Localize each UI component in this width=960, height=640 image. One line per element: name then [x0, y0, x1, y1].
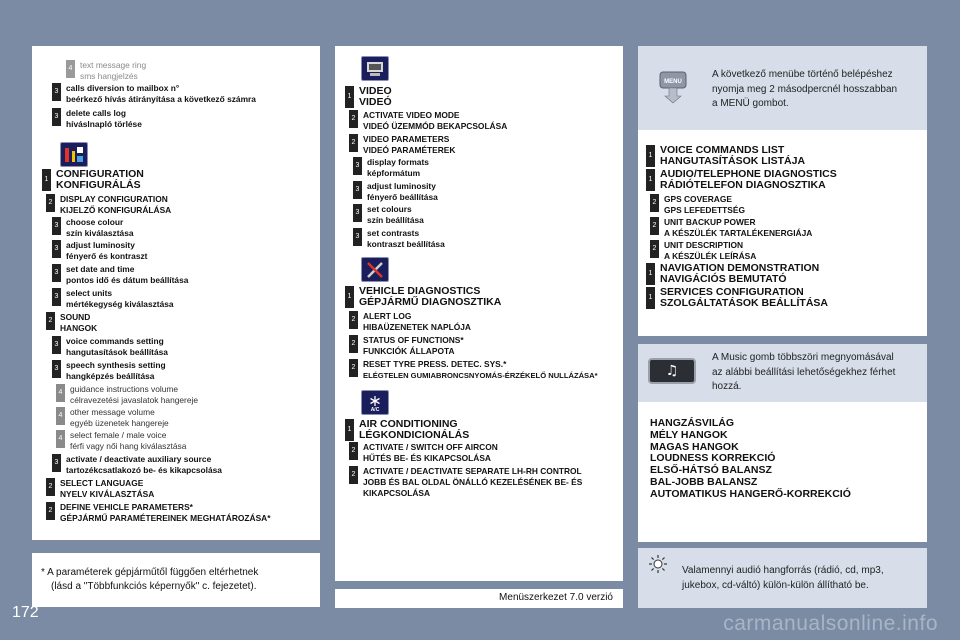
version-label: Menüszerkezet 7.0 verzió	[499, 592, 613, 603]
left-menu-panel	[32, 46, 320, 540]
heading-label-hu: KONFIGURÁLÁS	[56, 179, 141, 191]
menu-button-label: MENU	[664, 79, 682, 85]
aircon-heading: 1 AIR CONDITIONING LÉGKONDICIONÁLÁS	[345, 419, 469, 441]
list-item: MÉLY HANGOK	[650, 428, 728, 441]
item-label-hu: híváslnapló törlése	[66, 119, 142, 129]
list-item: 1 NAVIGATION DEMONSTRATION NAVIGÁCIÓS BEMUTATÓ	[646, 263, 819, 285]
list-item: 2 UNIT DESCRIPTION A KÉSZÜLÉK LEÍRÁSA	[650, 240, 756, 262]
list-item: 2 ALERT LOG HIBAÜZENETEK NAPLÓJA	[349, 311, 471, 333]
item-label-hu: sms hangjelzés	[80, 71, 138, 81]
footnote: * A paraméterek gépjárműtől függően eltérhetnek (lásd a "Többfunkciós képernyők" c. fejezetet).	[41, 567, 259, 592]
item-label: calls diversion to mailbox n°	[66, 83, 180, 93]
list-item: 2 GPS COVERAGE GPS LEFEDETTSÉG	[650, 194, 745, 216]
level-badge: 2	[46, 478, 55, 496]
note-panel	[638, 548, 927, 608]
list-item: 4 other message volume egyéb üzenetek hangereje	[56, 407, 169, 429]
level-badge: 3	[52, 240, 61, 258]
level-badge: 3	[52, 108, 61, 126]
video-heading: 1 VIDEO VIDEÓ	[345, 86, 392, 108]
menu-button-icon	[658, 68, 688, 102]
item-label: delete calls log	[66, 108, 127, 118]
level-badge: 4	[56, 384, 65, 402]
list-item: 2 UNIT BACKUP POWER A KÉSZÜLÉK TARTALÉKENERGIÁJA	[650, 217, 812, 239]
sun-icon	[648, 554, 668, 574]
music-settings-list	[650, 418, 851, 501]
level-badge: 3	[353, 204, 362, 222]
level-badge: 2	[46, 502, 55, 520]
list-item: 3 set contrasts kontraszt beállítása	[353, 228, 445, 250]
level-badge: 3	[52, 217, 61, 235]
list-item: BAL-JOBB BALANSZ	[650, 475, 758, 488]
level-badge: 3	[52, 360, 61, 378]
list-item: AUTOMATIKUS HANGERŐ-KORREKCIÓ	[650, 487, 851, 500]
level-badge: 3	[353, 228, 362, 246]
music-intro-text: A Music gomb többszöri megnyomásával az alábbi beállítási lehetőségekhez férhet hozzá.	[712, 352, 896, 392]
footnote-panel	[32, 553, 320, 607]
air-conditioning-icon	[361, 390, 389, 415]
level-badge: 2	[349, 466, 358, 484]
list-item: 1 SERVICES CONFIGURATION SZOLGÁLTATÁSOK BEÁLLÍTÁSA	[646, 287, 828, 309]
level-badge: 3	[52, 264, 61, 282]
list-item: MAGAS HANGOK	[650, 440, 739, 453]
list-item: 4 guidance instructions volume célravezetési javaslatok hangereje	[56, 384, 198, 406]
list-item: 2 DEFINE VEHICLE PARAMETERS* GÉPJÁRMŰ PARAMÉTEREINEK MEGHATÁROZÁSA*	[46, 502, 270, 524]
level-badge: 4	[56, 407, 65, 425]
list-item: 1 VOICE COMMANDS LIST HANGUTASÍTÁSOK LISTÁJA	[646, 145, 805, 167]
item-label: text message ring	[80, 60, 147, 70]
list-item: 3 voice commands setting hangutasítások beállítása	[52, 336, 168, 358]
right-menu-panel	[638, 46, 927, 336]
item-label-hu: beérkező hívás átirányítása a következő számra	[66, 94, 256, 104]
level-badge: 2	[349, 335, 358, 353]
list-item: 3 set colours szín beállítása	[353, 204, 424, 226]
list-item: 2 ACTIVATE / SWITCH OFF AIRCON HŰTÉS BE- ÉS KIKAPCSOLÁSA	[349, 442, 498, 464]
level-badge: 2	[650, 217, 659, 235]
watermark: carmanualsonline.info	[723, 612, 938, 635]
level-badge: 2	[46, 312, 55, 330]
list-item: 3 activate / deactivate auxiliary source tartozékcsatlakozó be- és kikapcsolása	[52, 454, 222, 476]
level-badge: 1	[646, 287, 655, 309]
diagnostics-heading: 1 VEHICLE DIAGNOSTICS GÉPJÁRMŰ DIAGNOSZTIKA	[345, 286, 501, 308]
middle-menu-panel	[335, 46, 623, 581]
note-text: Valamennyi audió hangforrás (rádió, cd, mp3, jukebox, cd-váltó) külön-külön állítható be.	[682, 565, 884, 591]
list-item: 2 DISPLAY CONFIGURATION KIJELZŐ KONFIGURÁLÁSA	[46, 194, 171, 216]
level-badge: 3	[52, 288, 61, 306]
list-item: 2 ACTIVATE / DEACTIVATE SEPARATE LH-RH CONTROL JOBB ÉS BAL OLDAL ÖNÁLLÓ KEZELÉSÉNEK BE- ÉS KIKAPCSOLÁSA	[349, 466, 582, 499]
level-badge: 1	[42, 169, 51, 191]
list-item: 3 set date and time pontos idő és dátum beállítása	[52, 264, 188, 286]
level-badge: 3	[353, 181, 362, 199]
heading-label: CONFIGURATION	[56, 168, 144, 180]
level-badge: 2	[349, 311, 358, 329]
list-item: 2 ACTIVATE VIDEO MODE VIDEÓ ÜZEMMÓD BEKAPCSOLÁSA	[349, 110, 507, 132]
list-item: 4 select female / male voice férfi vagy női hang kiválasztása	[56, 430, 186, 452]
video-icon	[361, 56, 389, 81]
level-badge: 3	[52, 83, 61, 101]
level-badge: 3	[52, 336, 61, 354]
configuration-icon	[60, 142, 88, 167]
level-badge: 1	[646, 263, 655, 285]
list-item: 3 speech synthesis setting hangképzés beállítása	[52, 360, 166, 382]
level-badge: 2	[349, 359, 358, 377]
list-item: 3 display formats képformátum	[353, 157, 429, 179]
music-note-icon: ♫	[648, 358, 696, 384]
level-badge: 1	[345, 286, 354, 308]
music-panel	[638, 344, 927, 542]
list-item: 3 adjust luminosity fényerő beállítása	[353, 181, 438, 203]
version-panel	[335, 589, 623, 608]
level-badge: 1	[646, 169, 655, 191]
list-item: 2 STATUS OF FUNCTIONS* FUNKCIÓK ÁLLAPOTA	[349, 335, 464, 357]
level-badge: 2	[650, 240, 659, 258]
level-badge: 2	[349, 442, 358, 460]
page-number: 172	[12, 604, 39, 621]
level-badge: 2	[46, 194, 55, 212]
list-item: 1 AUDIO/TELEPHONE DIAGNOSTICS RÁDIÓTELEFON DIAGNOSZTIKA	[646, 169, 837, 191]
list-item	[52, 108, 142, 130]
level-badge: 2	[349, 110, 358, 128]
level-badge: 1	[345, 419, 354, 441]
level-badge: 3	[52, 454, 61, 472]
level-badge: 3	[353, 157, 362, 175]
level-badge: 1	[345, 86, 354, 108]
configuration-heading	[42, 169, 144, 191]
wrench-icon	[361, 257, 389, 282]
list-item: 3 choose colour szín kiválasztása	[52, 217, 134, 239]
level-badge: 4	[66, 60, 75, 78]
level-badge: 4	[56, 430, 65, 448]
list-item: HANGZÁSVILÁG	[650, 417, 734, 429]
list-item: 2 VIDEO PARAMETERS VIDEÓ PARAMÉTEREK	[349, 134, 455, 156]
ac-icon-label: A/C	[370, 406, 380, 412]
list-item	[52, 83, 256, 105]
level-badge: 1	[646, 145, 655, 167]
list-item: 2 SOUND HANGOK	[46, 312, 97, 334]
list-item: 2 SELECT LANGUAGE NYELV KIVÁLASZTÁSA	[46, 478, 154, 500]
level-badge: 2	[650, 194, 659, 212]
list-item: 3 select units mértékegység kiválasztása	[52, 288, 174, 310]
list-item: ELSŐ-HÁTSÓ BALANSZ	[650, 464, 772, 477]
menu-intro-text: A következő menübe történő belépéshez nyomja meg 2 másodpercnél hosszabban a MENÜ gombot.	[712, 69, 898, 109]
list-item: LOUDNESS KORREKCIÓ	[650, 452, 776, 465]
list-item	[66, 60, 146, 82]
list-item: 3 adjust luminosity fényerő és kontraszt	[52, 240, 147, 262]
list-item: 2 RESET TYRE PRESS. DETEC. SYS.* ELÉGTELEN GUMIABRONCSNYOMÁS-ÉRZÉKELŐ NULLÁZÁSA*	[349, 359, 598, 381]
level-badge: 2	[349, 134, 358, 152]
